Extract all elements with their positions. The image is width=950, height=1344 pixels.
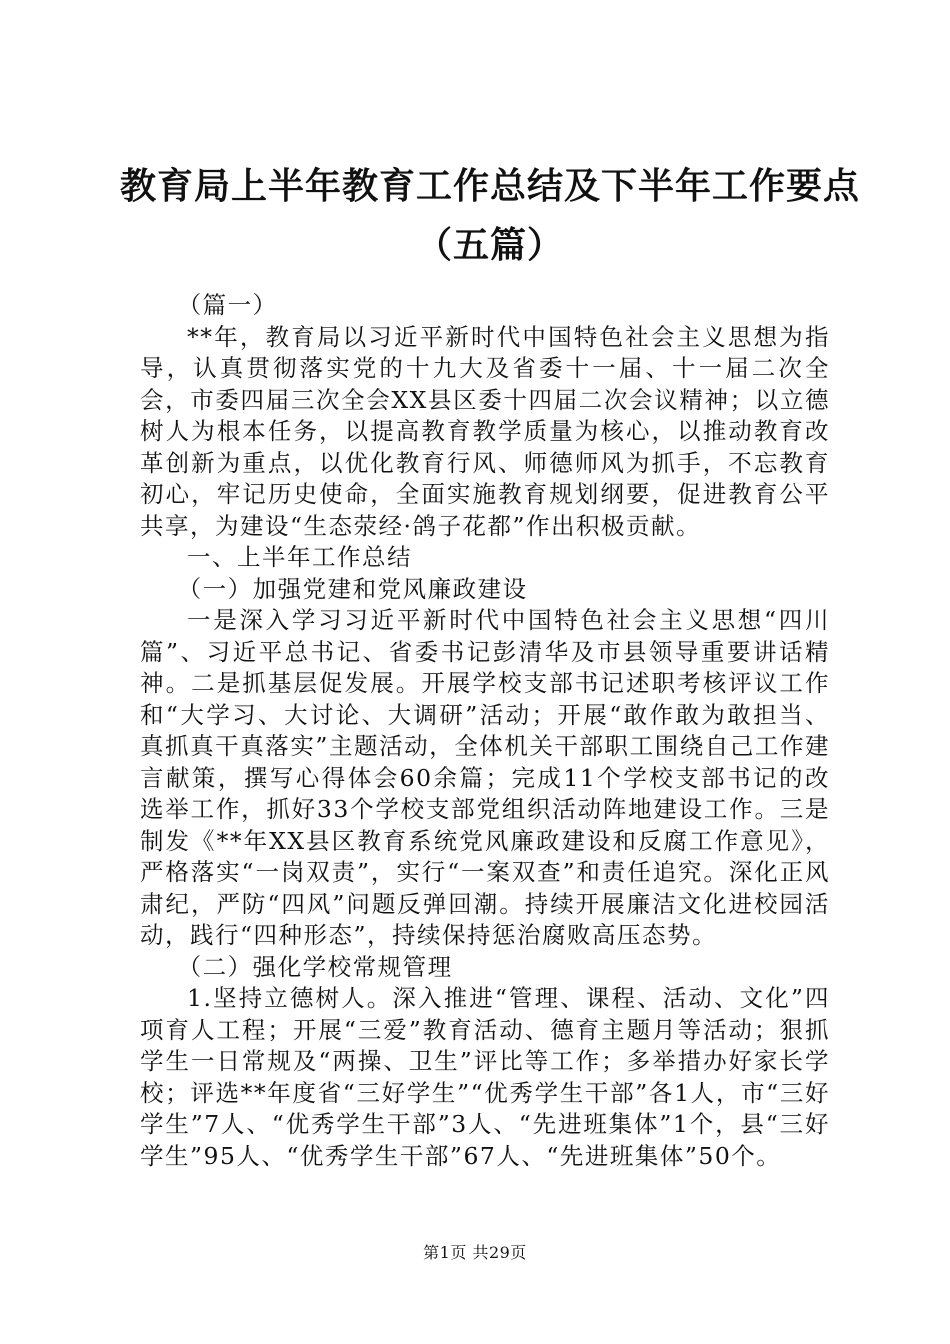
document-body [140, 290, 830, 1172]
document-title-subtitle: （五篇） [415, 224, 564, 266]
document-title: 教育局上半年教育工作总结及下半年工作要点 [119, 165, 860, 207]
page-footer: 第1页 共29页 [423, 1243, 527, 1262]
section-tag: （篇一） [177, 291, 278, 319]
intro-paragraph: **年，教育局以习近平新时代中国特色社会主义思想为指导，认真贯彻落实党的十九大及省委十一届、十一届二次全会，市委四届三次全会XX县区委十四届二次会议精神；以立德树人为根本任务，以提高教育教学质量为核心，以推动教育改革创新为重点，以优化教育行风、师德师风为抓手，不忘教育初心，牢记历史使命，全面实施教育规划纲要，促进教育公平共享，为建设“生态荥经·鸽子花都”作出积极贡献。 [140, 322, 830, 540]
section-heading: 一、上半年工作总结 [187, 543, 412, 571]
subsection-heading: （一）加强党建和党风廉政建设 [177, 574, 528, 603]
body-paragraph: 一是深入学习习近平新时代中国特色社会主义思想“四川篇”、习近平总书记、省委书记彭清华及市县领导重要讲话精神。二是抓基层促发展。开展学校支部书记述职考核评议工作和“大学习、大讨论、大调研”活动；开展“敢作敢为敢担当、真抓真干真落实”主题活动，全体机关干部职工围绕自己工作建言献策，撰写心得体会60余篇；完成11个学校支部书记的改选举工作，抓好33个学校支部党组织活动阵地建设工作。三是制发《**年XX县区教育系统党风廉政建设和反腐工作意见》，严格落实“一岗双责”，实行“一案双查”和责任追究。深化正风肃纪，严防“四风”问题反弹回潮。持续开展廉洁文化进校园活动，践行“四种形态”，持续保持惩治腐败高压态势。 [140, 606, 830, 949]
body-paragraph: 1.坚持立德树人。深入推进“管理、课程、活动、文化”四项育人工程；开展“三爱”教育活动、德育主题月等活动；狠抓学生一日常规及“两操、卫生”评比等工作；多举措办好家长学校；评选**年度省“三好学生”“优秀学生干部”各1人，市“三好学生”7人、“优秀学生干部”3人、“先进班集体”1个，县“三好学生”95人、“优秀学生干部”67人、“先进班集体”50个。 [140, 984, 830, 1170]
subsection-heading: （二）强化学校常规管理 [177, 952, 453, 981]
